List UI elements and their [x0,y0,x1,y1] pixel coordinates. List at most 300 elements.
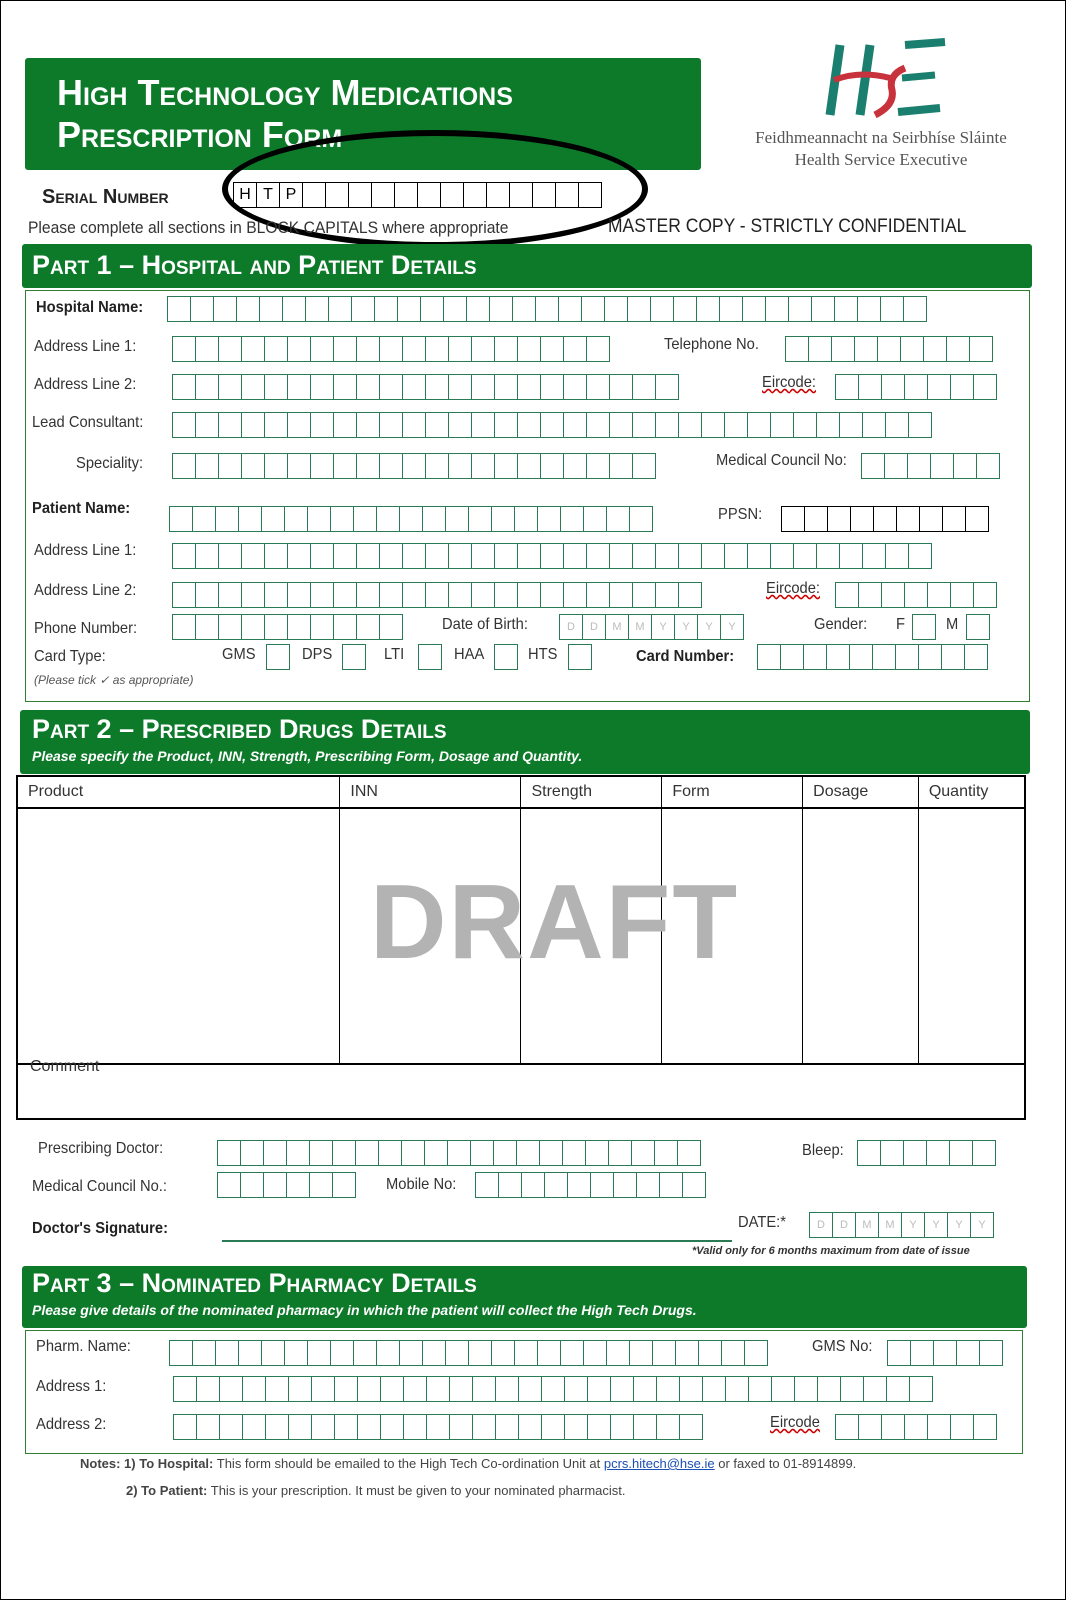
char-box[interactable] [425,543,449,569]
char-box[interactable] [240,1140,264,1166]
char-box[interactable] [539,1140,563,1166]
char-box[interactable] [241,336,265,362]
date-char-box[interactable]: Y [651,614,675,640]
char-box[interactable] [310,582,334,608]
char-box[interactable] [334,1376,358,1402]
char-box[interactable] [399,1340,423,1366]
char-box[interactable] [380,1376,404,1402]
char-box[interactable] [357,1376,381,1402]
char-box[interactable] [286,1140,310,1166]
char-box[interactable] [305,296,329,322]
char-box[interactable] [351,296,375,322]
char-box[interactable] [219,1376,243,1402]
char-box[interactable] [426,1414,450,1440]
char-box[interactable] [803,644,827,670]
char-box[interactable] [804,506,828,532]
char-box[interactable] [587,1414,611,1440]
char-box[interactable] [904,582,928,608]
char-box[interactable] [169,1340,193,1366]
char-box[interactable] [541,1414,565,1440]
char-box[interactable] [213,296,237,322]
char-box[interactable] [886,1376,910,1402]
char-box[interactable] [604,296,628,322]
char-box[interactable] [489,296,513,322]
char-box[interactable] [218,336,242,362]
char-box[interactable] [402,336,426,362]
char-box[interactable] [629,506,653,532]
char-box[interactable] [284,506,308,532]
char-box[interactable] [425,412,449,438]
char-box[interactable] [215,506,239,532]
char-box[interactable] [862,412,886,438]
char-box[interactable] [219,1414,243,1440]
char-box[interactable] [908,412,932,438]
char-box[interactable] [475,1172,499,1198]
char-box[interactable] [217,1172,241,1198]
char-box[interactable] [517,336,541,362]
char-box[interactable] [839,543,863,569]
char-box[interactable] [420,296,444,322]
char-box[interactable] [771,1376,795,1402]
date-char-box[interactable]: M [878,1212,902,1238]
card-type-checkbox-hts[interactable] [568,644,592,670]
char-box[interactable] [261,506,285,532]
char-box[interactable] [353,506,377,532]
char-box[interactable] [560,506,584,532]
char-box[interactable] [514,506,538,532]
char-box[interactable] [780,644,804,670]
char-box[interactable] [535,296,559,322]
char-box[interactable] [517,453,541,479]
char-box[interactable] [927,374,951,400]
char-box[interactable] [425,453,449,479]
date-char-box[interactable]: Y [697,614,721,640]
char-box[interactable] [698,1340,722,1366]
char-box[interactable] [927,1414,951,1440]
char-box[interactable] [403,1376,427,1402]
char-box[interactable] [259,296,283,322]
char-box[interactable] [835,582,859,608]
char-box[interactable] [402,374,426,400]
char-box[interactable] [770,543,794,569]
char-box[interactable] [307,1340,331,1366]
char-box[interactable] [586,336,610,362]
date-char-box[interactable]: Y [674,614,698,640]
char-box[interactable] [724,412,748,438]
char-box[interactable] [356,336,380,362]
char-box[interactable] [941,644,965,670]
char-box[interactable] [632,543,656,569]
char-box[interactable] [696,296,720,322]
date-char-box[interactable]: Y [720,614,744,640]
char-box[interactable] [287,543,311,569]
char-box[interactable] [172,336,196,362]
char-box[interactable] [840,1376,864,1402]
char-box[interactable] [919,506,943,532]
char-box[interactable] [356,374,380,400]
char-box[interactable] [282,296,306,322]
char-box[interactable] [654,1140,678,1166]
char-box[interactable] [854,336,878,362]
char-box[interactable] [192,506,216,532]
char-box[interactable] [942,506,966,532]
char-box[interactable] [972,1140,996,1166]
char-box[interactable] [287,336,311,362]
char-box[interactable] [169,506,193,532]
date-char-box[interactable]: Y [970,1212,994,1238]
char-box[interactable] [744,1340,768,1366]
char-box[interactable] [173,1376,197,1402]
char-box[interactable] [422,1340,446,1366]
char-box[interactable] [494,336,518,362]
char-box[interactable] [632,582,656,608]
char-box[interactable] [218,582,242,608]
char-box[interactable] [241,582,265,608]
char-box[interactable] [468,506,492,532]
char-box[interactable] [540,336,564,362]
char-box[interactable] [544,1172,568,1198]
char-box[interactable] [564,1414,588,1440]
char-box[interactable] [310,453,334,479]
char-box[interactable] [887,1340,911,1366]
char-box[interactable] [719,296,743,322]
char-box[interactable] [953,453,977,479]
char-box[interactable] [263,1140,287,1166]
char-box[interactable] [849,644,873,670]
char-box[interactable] [839,412,863,438]
char-box[interactable] [537,506,561,532]
char-box[interactable] [748,1376,772,1402]
char-box[interactable] [613,1172,637,1198]
char-box[interactable] [586,374,610,400]
char-box[interactable] [816,412,840,438]
char-box[interactable] [449,1414,473,1440]
patient-address2-field[interactable] [173,582,702,608]
char-box[interactable] [264,374,288,400]
char-box[interactable] [311,1414,335,1440]
char-box[interactable] [448,412,472,438]
char-box[interactable] [721,1340,745,1366]
char-box[interactable] [673,296,697,322]
char-box[interactable] [241,374,265,400]
char-box[interactable] [288,1414,312,1440]
date-char-box[interactable]: D [582,614,606,640]
char-box[interactable] [632,412,656,438]
char-box[interactable] [517,412,541,438]
gms-no-field[interactable] [888,1340,1003,1366]
char-box[interactable] [356,453,380,479]
char-box[interactable] [517,543,541,569]
char-box[interactable] [747,412,771,438]
char-box[interactable] [379,582,403,608]
char-box[interactable] [910,1340,934,1366]
date-char-box[interactable]: M [855,1212,879,1238]
char-box[interactable] [264,614,288,640]
char-box[interactable] [448,543,472,569]
char-box[interactable] [678,543,702,569]
char-box[interactable] [333,453,357,479]
char-box[interactable] [558,296,582,322]
char-box[interactable] [310,614,334,640]
char-box[interactable] [379,453,403,479]
char-box[interactable] [965,506,989,532]
char-box[interactable] [468,1340,492,1366]
char-box[interactable] [240,1172,264,1198]
phone-field[interactable] [173,614,403,640]
char-box[interactable] [445,1340,469,1366]
char-box[interactable] [862,543,886,569]
char-box[interactable] [472,1414,496,1440]
char-box[interactable] [567,1172,591,1198]
date-char-box[interactable]: D [559,614,583,640]
char-box[interactable] [195,374,219,400]
char-box[interactable] [333,582,357,608]
char-box[interactable] [241,614,265,640]
char-box[interactable] [445,506,469,532]
char-box[interactable] [973,582,997,608]
char-box[interactable] [949,1140,973,1166]
hospital-name-field[interactable] [168,296,927,322]
char-box[interactable] [583,1340,607,1366]
char-box[interactable] [900,336,924,362]
char-box[interactable] [422,506,446,532]
char-box[interactable] [242,1376,266,1402]
char-box[interactable] [424,1140,448,1166]
char-box[interactable] [425,582,449,608]
char-box[interactable] [378,1140,402,1166]
char-box[interactable] [702,1376,726,1402]
char-box[interactable] [606,506,630,532]
char-box[interactable] [956,1340,980,1366]
char-box[interactable] [286,1172,310,1198]
char-box[interactable] [448,582,472,608]
char-box[interactable] [725,1376,749,1402]
char-box[interactable] [606,1340,630,1366]
char-box[interactable] [650,296,674,322]
char-box[interactable] [861,453,885,479]
char-box[interactable] [493,1140,517,1166]
char-box[interactable] [909,1376,933,1402]
char-box[interactable] [581,296,605,322]
char-box[interactable] [835,1414,859,1440]
char-box[interactable] [494,543,518,569]
char-box[interactable] [586,582,610,608]
char-box[interactable] [374,296,398,322]
char-box[interactable] [379,543,403,569]
date-char-box[interactable]: D [809,1212,833,1238]
char-box[interactable] [610,1376,634,1402]
char-box[interactable] [907,453,931,479]
date-char-box[interactable]: M [628,614,652,640]
char-box[interactable] [563,412,587,438]
char-box[interactable] [655,412,679,438]
drug-cell-product[interactable] [18,808,340,1063]
prescribing-doctor-field[interactable] [218,1140,701,1166]
char-box[interactable] [494,374,518,400]
char-box[interactable] [494,453,518,479]
char-box[interactable] [264,336,288,362]
telephone-field[interactable] [786,336,993,362]
char-box[interactable] [701,412,725,438]
char-box[interactable] [896,506,920,532]
char-box[interactable] [563,453,587,479]
char-box[interactable] [443,296,467,322]
char-box[interactable] [192,1340,216,1366]
char-box[interactable] [471,336,495,362]
char-box[interactable] [402,412,426,438]
char-box[interactable] [678,582,702,608]
char-box[interactable] [264,453,288,479]
char-box[interactable] [827,506,851,532]
char-box[interactable] [466,296,490,322]
char-box[interactable] [514,1340,538,1366]
char-box[interactable] [491,506,515,532]
char-box[interactable] [333,412,357,438]
char-box[interactable] [447,1140,471,1166]
char-box[interactable] [609,453,633,479]
char-box[interactable] [397,296,421,322]
char-box[interactable] [586,412,610,438]
char-box[interactable] [215,1340,239,1366]
char-box[interactable] [682,1172,706,1198]
address1-field[interactable] [173,336,610,362]
char-box[interactable] [196,1414,220,1440]
char-box[interactable] [356,543,380,569]
char-box[interactable] [495,1376,519,1402]
char-box[interactable] [632,453,656,479]
char-box[interactable] [333,336,357,362]
char-box[interactable] [857,296,881,322]
char-box[interactable] [190,296,214,322]
char-box[interactable] [333,614,357,640]
char-box[interactable] [540,453,564,479]
char-box[interactable] [379,374,403,400]
char-box[interactable] [976,453,1000,479]
char-box[interactable] [895,644,919,670]
char-box[interactable] [330,1340,354,1366]
char-box[interactable] [609,374,633,400]
char-box[interactable] [334,1414,358,1440]
char-box[interactable] [610,1414,634,1440]
char-box[interactable] [609,543,633,569]
char-box[interactable] [675,1340,699,1366]
char-box[interactable] [609,582,633,608]
char-box[interactable] [863,1376,887,1402]
char-box[interactable] [656,1414,680,1440]
char-box[interactable] [173,1414,197,1440]
char-box[interactable] [540,543,564,569]
char-box[interactable] [218,453,242,479]
char-box[interactable] [881,582,905,608]
char-box[interactable] [448,374,472,400]
pharm-address2-field[interactable] [174,1414,703,1440]
char-box[interactable] [816,543,840,569]
card-type-checkbox-gms[interactable] [266,644,290,670]
char-box[interactable] [287,453,311,479]
char-box[interactable] [918,644,942,670]
char-box[interactable] [590,1172,614,1198]
char-box[interactable] [425,374,449,400]
char-box[interactable] [930,453,954,479]
char-box[interactable] [241,453,265,479]
char-box[interactable] [356,412,380,438]
char-box[interactable] [586,543,610,569]
char-box[interactable] [563,336,587,362]
char-box[interactable] [284,1340,308,1366]
char-box[interactable] [264,582,288,608]
char-box[interactable] [172,374,196,400]
char-box[interactable] [495,1414,519,1440]
char-box[interactable] [655,374,679,400]
char-box[interactable] [195,582,219,608]
char-box[interactable] [794,1376,818,1402]
char-box[interactable] [241,543,265,569]
char-box[interactable] [858,582,882,608]
char-box[interactable] [491,1340,515,1366]
ppsn-field[interactable] [782,506,989,532]
char-box[interactable] [850,506,874,532]
char-box[interactable] [172,412,196,438]
char-box[interactable] [652,1340,676,1366]
char-box[interactable] [631,1140,655,1166]
char-box[interactable] [973,1414,997,1440]
char-box[interactable] [563,374,587,400]
char-box[interactable] [376,506,400,532]
char-box[interactable] [877,336,901,362]
char-box[interactable] [793,412,817,438]
char-box[interactable] [560,1340,584,1366]
char-box[interactable] [264,543,288,569]
doctor-council-field[interactable] [218,1172,356,1198]
char-box[interactable] [679,1414,703,1440]
char-box[interactable] [242,1414,266,1440]
char-box[interactable] [356,614,380,640]
signature-line[interactable] [222,1240,732,1242]
char-box[interactable] [857,1140,881,1166]
speciality-field[interactable] [173,453,656,479]
date-field[interactable] [810,1212,994,1238]
address2-field[interactable] [173,374,679,400]
pharm-eircode-field[interactable] [836,1414,997,1440]
char-box[interactable] [355,1140,379,1166]
char-box[interactable] [541,1376,565,1402]
char-box[interactable] [261,1340,285,1366]
char-box[interactable] [785,336,809,362]
char-box[interactable] [872,644,896,670]
char-box[interactable] [263,1172,287,1198]
char-box[interactable] [172,582,196,608]
char-box[interactable] [218,412,242,438]
char-box[interactable] [471,582,495,608]
char-box[interactable] [540,374,564,400]
char-box[interactable] [765,296,789,322]
char-box[interactable] [885,412,909,438]
char-box[interactable] [195,412,219,438]
char-box[interactable] [195,543,219,569]
char-box[interactable] [655,582,679,608]
char-box[interactable] [562,1140,586,1166]
char-box[interactable] [448,453,472,479]
mobile-field[interactable] [476,1172,706,1198]
char-box[interactable] [808,336,832,362]
char-box[interactable] [933,1340,957,1366]
char-box[interactable] [264,412,288,438]
char-box[interactable] [880,1140,904,1166]
char-box[interactable] [608,1140,632,1166]
char-box[interactable] [196,1376,220,1402]
char-box[interactable] [172,614,196,640]
char-box[interactable] [884,453,908,479]
